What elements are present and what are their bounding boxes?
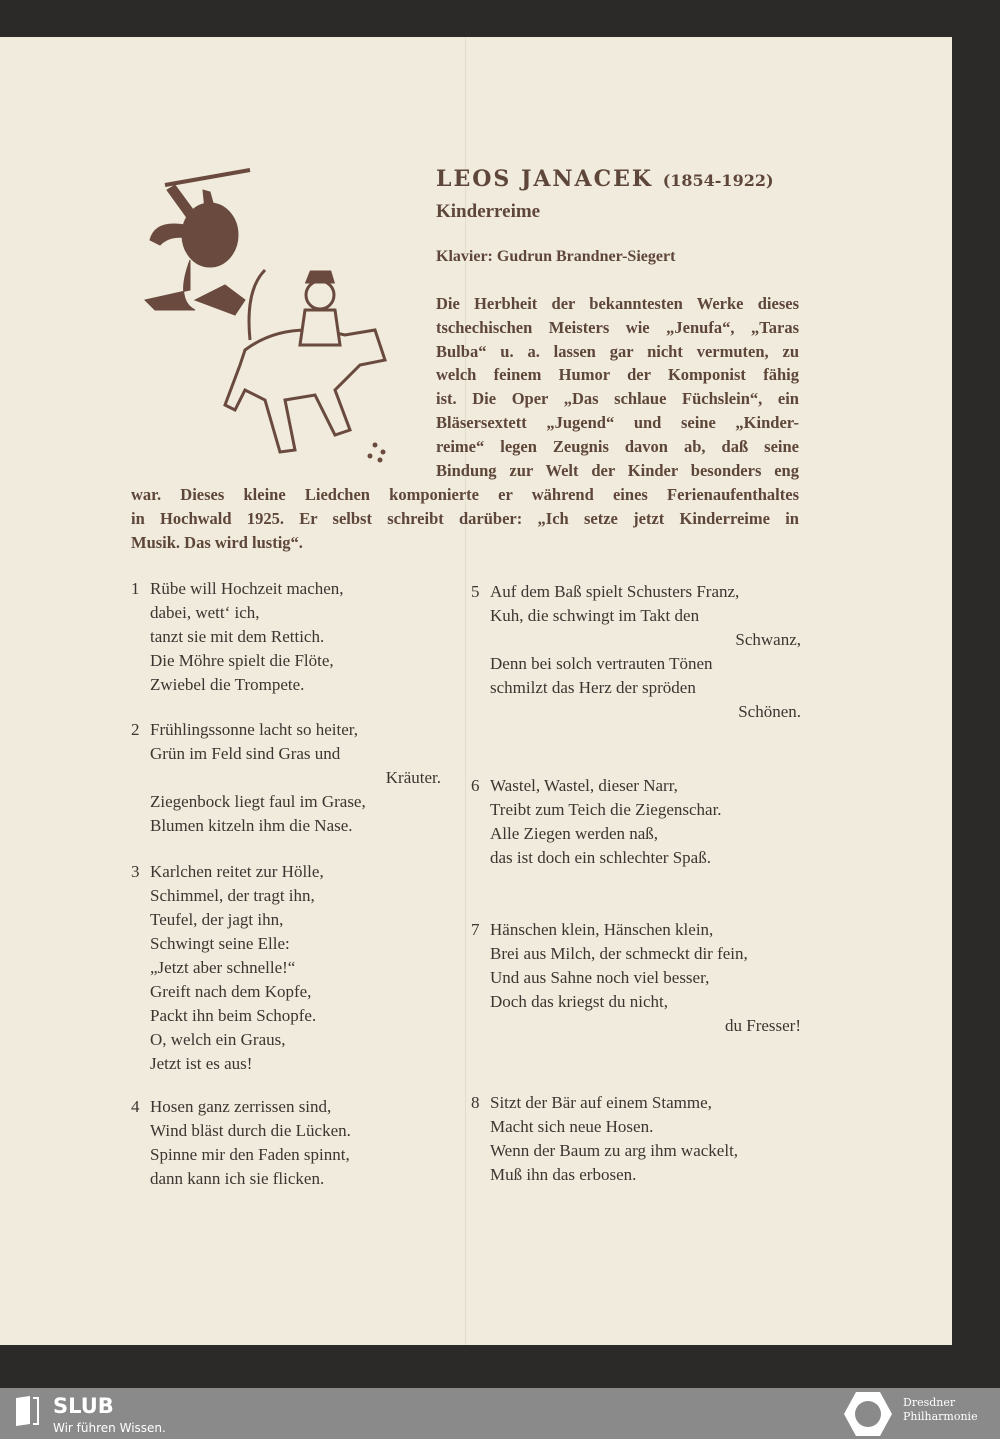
intro-line: Bindung zur Welt der Kinder besonders eng [436, 460, 799, 480]
intro-line: Die Herbheit der bekanntesten Werke dieses [436, 294, 799, 313]
intro-line: Bulba“ u. a. lassen gar nicht vermuten, zu [436, 341, 799, 361]
intro-line: tschechischen Meisters wie „Jenufa“, „Taras [436, 317, 799, 337]
stanza-number: 3 [131, 862, 140, 881]
philharmonie-logo-text[interactable] [903, 1396, 978, 1424]
poem-line: Die Möhre spielt die Flöte, [150, 651, 334, 670]
poem-line: Und aus Sahne noch viel besser, [490, 968, 710, 987]
poem-line: Packt ihn beim Schopfe. [150, 1006, 317, 1025]
poem-line: Alle Ziegen werden naß, [490, 824, 659, 843]
poem-line: Wind bläst durch die Lücken. [150, 1121, 351, 1140]
intro-line: reime“ legen Zeugnis davon ab, daß seine [436, 436, 799, 456]
poem-line: Treibt zum Teich die Ziegenschar. [490, 800, 722, 819]
poem-line: Wenn der Baum zu arg ihm wackelt, [490, 1141, 739, 1160]
intro-line: welch feinem Humor der Komponist fähig [436, 365, 799, 385]
poem-line: das ist doch ein schlechter Spaß. [490, 848, 711, 867]
poem-line: Spinne mir den Faden spinnt, [150, 1145, 350, 1164]
poem-line: dann kann ich sie flicken. [150, 1169, 325, 1188]
poem-stanza [471, 774, 801, 870]
poem-line: Auf dem Baß spielt Schusters Franz, [490, 582, 740, 601]
devil-and-rider-illustration [135, 160, 395, 470]
poem-line: Rübe will Hochzeit machen, [150, 579, 344, 598]
poem-line: du Fresser! [724, 1016, 801, 1035]
poem-line: Greift nach dem Kopfe, [150, 982, 312, 1001]
poem-line: dabei, wett‘ ich, [150, 603, 260, 622]
fold-line [465, 37, 466, 1345]
poem-line: Sitzt der Bär auf einem Stamme, [490, 1093, 712, 1112]
composer-years: (1854-1922) [662, 171, 774, 190]
intro-line: Musik. Das wird lustig“. [131, 532, 303, 552]
stanza-number: 4 [131, 1097, 140, 1116]
poem-line: Schimmel, der tragt ihn, [150, 886, 315, 905]
poem-stanza [131, 718, 441, 838]
poem-stanza [471, 918, 801, 1038]
poem-line: Denn bei solch vertrauten Tönen [490, 654, 713, 673]
partner-line: Philharmonie [903, 1410, 978, 1423]
poem-line: Hosen ganz zerrissen sind, [150, 1097, 332, 1116]
stanza-number: 2 [131, 720, 140, 739]
stanza-number: 5 [471, 582, 480, 601]
poem-line: Frühlingssonne lacht so heiter, [150, 720, 359, 739]
poem-line: Wastel, Wastel, dieser Narr, [490, 776, 678, 795]
slub-tagline: Wir führen Wissen. [53, 1421, 166, 1435]
philharmonie-logo-icon [842, 1390, 894, 1438]
slub-logo-text[interactable]: SLUB [53, 1394, 114, 1418]
footer-bar [0, 1388, 1000, 1439]
poem-line: Doch das kriegst du nicht, [490, 992, 668, 1011]
work-title: Kinderreime [436, 201, 541, 222]
poem-line: Kuh, die schwingt im Takt den [490, 606, 700, 625]
poem-line: Zwiebel die Trompete. [150, 675, 305, 694]
poem-line: „Jetzt aber schnelle!“ [150, 958, 296, 977]
poem-line: Muß ihn das erbosen. [490, 1165, 637, 1184]
poem-line: Jetzt ist es aus! [150, 1054, 253, 1073]
poem-line: Schwanz, [735, 630, 801, 649]
poem-line: O, welch ein Graus, [150, 1030, 286, 1049]
stanza-number: 6 [471, 776, 480, 795]
intro-line: ist. Die Oper „Das schlaue Füchslein“, ein [436, 389, 799, 409]
poem-line: schmilzt das Herz der spröden [490, 678, 696, 697]
poem-line: Karlchen reitet zur Hölle, [150, 862, 324, 881]
poem-line: tanzt sie mit dem Rettich. [150, 627, 325, 646]
stanza-number: 8 [471, 1093, 480, 1112]
poem-line: Ziegenbock liegt faul im Grase, [150, 792, 366, 811]
poem-line: Schwingt seine Elle: [150, 934, 290, 953]
poem-stanza [131, 860, 431, 1076]
poem-line: Blumen kitzeln ihm die Nase. [150, 816, 353, 835]
intro-line: war. Dieses kleine Liedchen komponierte er während eines Ferienaufenthaltes [131, 485, 799, 504]
poem-line: Teufel, der jagt ihn, [150, 910, 284, 929]
intro-line: Bläsersextett „Jugend“ und seine „Kinder- [436, 412, 799, 432]
poem-stanza [131, 1095, 431, 1191]
poem-line: Brei aus Milch, der schmeckt dir fein, [490, 944, 748, 963]
composer-name: LEOS JANACEK [436, 166, 654, 192]
poem-stanza [131, 577, 431, 697]
stanza-number: 1 [131, 579, 140, 598]
poem-line: Schönen. [738, 702, 801, 721]
poem-line: Kräuter. [385, 768, 441, 787]
intro-paragraph-narrow [436, 292, 799, 482]
poem-line: Hänschen klein, Hänschen klein, [490, 920, 714, 939]
composer-heading [436, 166, 774, 192]
poem-stanza [471, 580, 801, 724]
intro-line: in Hochwald 1925. Er selbst schreibt darüber: „Ich setze jetzt Kinderreime in [131, 508, 799, 528]
slub-book-icon [14, 1394, 40, 1428]
intro-paragraph-wide [131, 483, 799, 554]
poem-stanza [471, 1091, 801, 1187]
poem-line: Grün im Feld sind Gras und [150, 744, 341, 763]
stanza-number: 7 [471, 920, 480, 939]
poem-line: Macht sich neue Hosen. [490, 1117, 654, 1136]
pianist-credit: Klavier: Gudrun Brandner-Siegert [436, 248, 676, 265]
partner-line: Dresdner [903, 1396, 956, 1409]
